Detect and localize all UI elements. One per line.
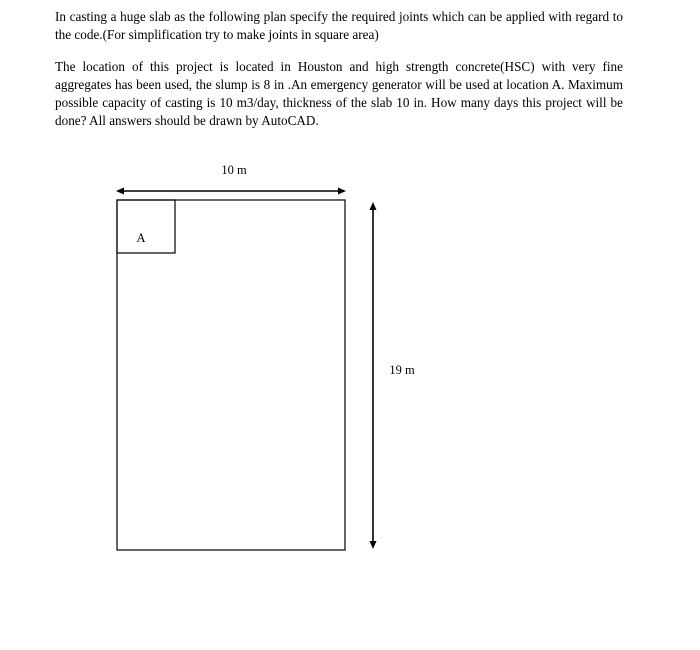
- location-a-box: [117, 200, 175, 253]
- width-dimension-arrow: [116, 188, 346, 195]
- problem-paragraph-joints: In casting a huge slab as the following plan specify the required joints which can be applied with regard to the code.(For simplification try to make joints in square area): [55, 9, 623, 42]
- problem-paragraph-project: The location of this project is located in Houston and high strength concrete(HSC) with very fine aggregates has been used, the slump is 8 in .An emergency generator will be used at location A. Maximum possible capacity of casting is 10 m3/day, thickness of the slab 10 in. How many days this project will be done? All answers should be drawn by AutoCAD.: [55, 59, 623, 128]
- height-dimension-arrow: [370, 202, 377, 549]
- location-a-label: A: [136, 231, 146, 245]
- height-dimension-label: 19 m: [389, 363, 415, 377]
- width-dimension-label: 10 m: [221, 163, 247, 177]
